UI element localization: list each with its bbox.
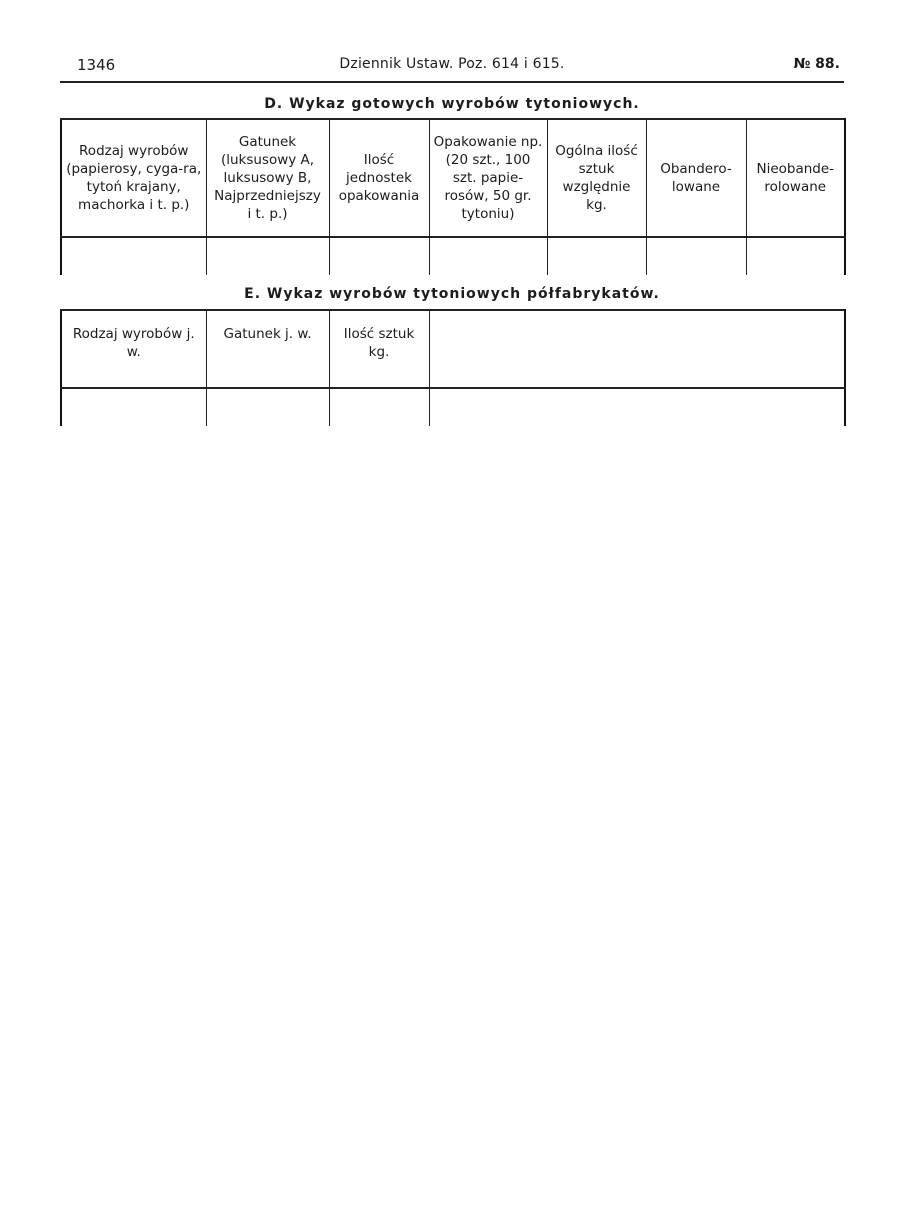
table-cell: [646, 237, 746, 275]
col-header-nieobanderolowane: Nieobande-rolowane: [746, 119, 845, 237]
col-header-rodzaj: Rodzaj wyrobów j. w.: [61, 310, 206, 388]
issue-number: № 88.: [793, 56, 840, 72]
col-header-opakowanie: Opakowanie np. (20 szt., 100 szt. papie-rosów, 50 gr. tytoniu): [429, 119, 547, 237]
col-header-rodzaj: Rodzaj wyrobów (papierosy, cyga-ra, tytoń krajany, machorka i t. p.): [61, 119, 206, 237]
table-e-header-row: [61, 310, 845, 388]
section-e-title: E. Wykaz wyrobów tytoniowych półfabrykatów.: [244, 286, 660, 302]
table-e: [60, 309, 846, 426]
col-header-blank: [429, 310, 845, 388]
table-d-empty-row: [61, 237, 845, 275]
col-header-gatunek: Gatunek (luksusowy A, luksusowy B, Najprzedniejszy i t. p.): [206, 119, 329, 237]
page-number: 1346: [77, 56, 116, 74]
table-cell: [206, 237, 329, 275]
table-d: [60, 118, 846, 275]
section-d-title: D. Wykaz gotowych wyrobów tytoniowych.: [264, 96, 640, 112]
col-header-ilosc-jednostek: Ilość jednostek opakowania: [329, 119, 429, 237]
table-d-header-row: [61, 119, 845, 237]
table-cell: [547, 237, 646, 275]
col-header-ogolna-ilosc: Ogólna ilość sztuk względnie kg.: [547, 119, 646, 237]
table-cell: [329, 388, 429, 426]
page-header: [60, 56, 844, 82]
table-cell: [429, 388, 845, 426]
col-header-obanderolowane: Obandero-lowane: [646, 119, 746, 237]
table-cell: [429, 237, 547, 275]
table-cell: [746, 237, 845, 275]
table-cell: [61, 388, 206, 426]
journal-title: Dziennik Ustaw. Poz. 614 i 615.: [339, 56, 565, 72]
col-header-gatunek: Gatunek j. w.: [206, 310, 329, 388]
table-cell: [61, 237, 206, 275]
table-cell: [206, 388, 329, 426]
table-e-empty-row: [61, 388, 845, 426]
col-header-ilosc-sztuk: Ilość sztuk kg.: [329, 310, 429, 388]
header-rule: [60, 81, 844, 83]
table-cell: [329, 237, 429, 275]
